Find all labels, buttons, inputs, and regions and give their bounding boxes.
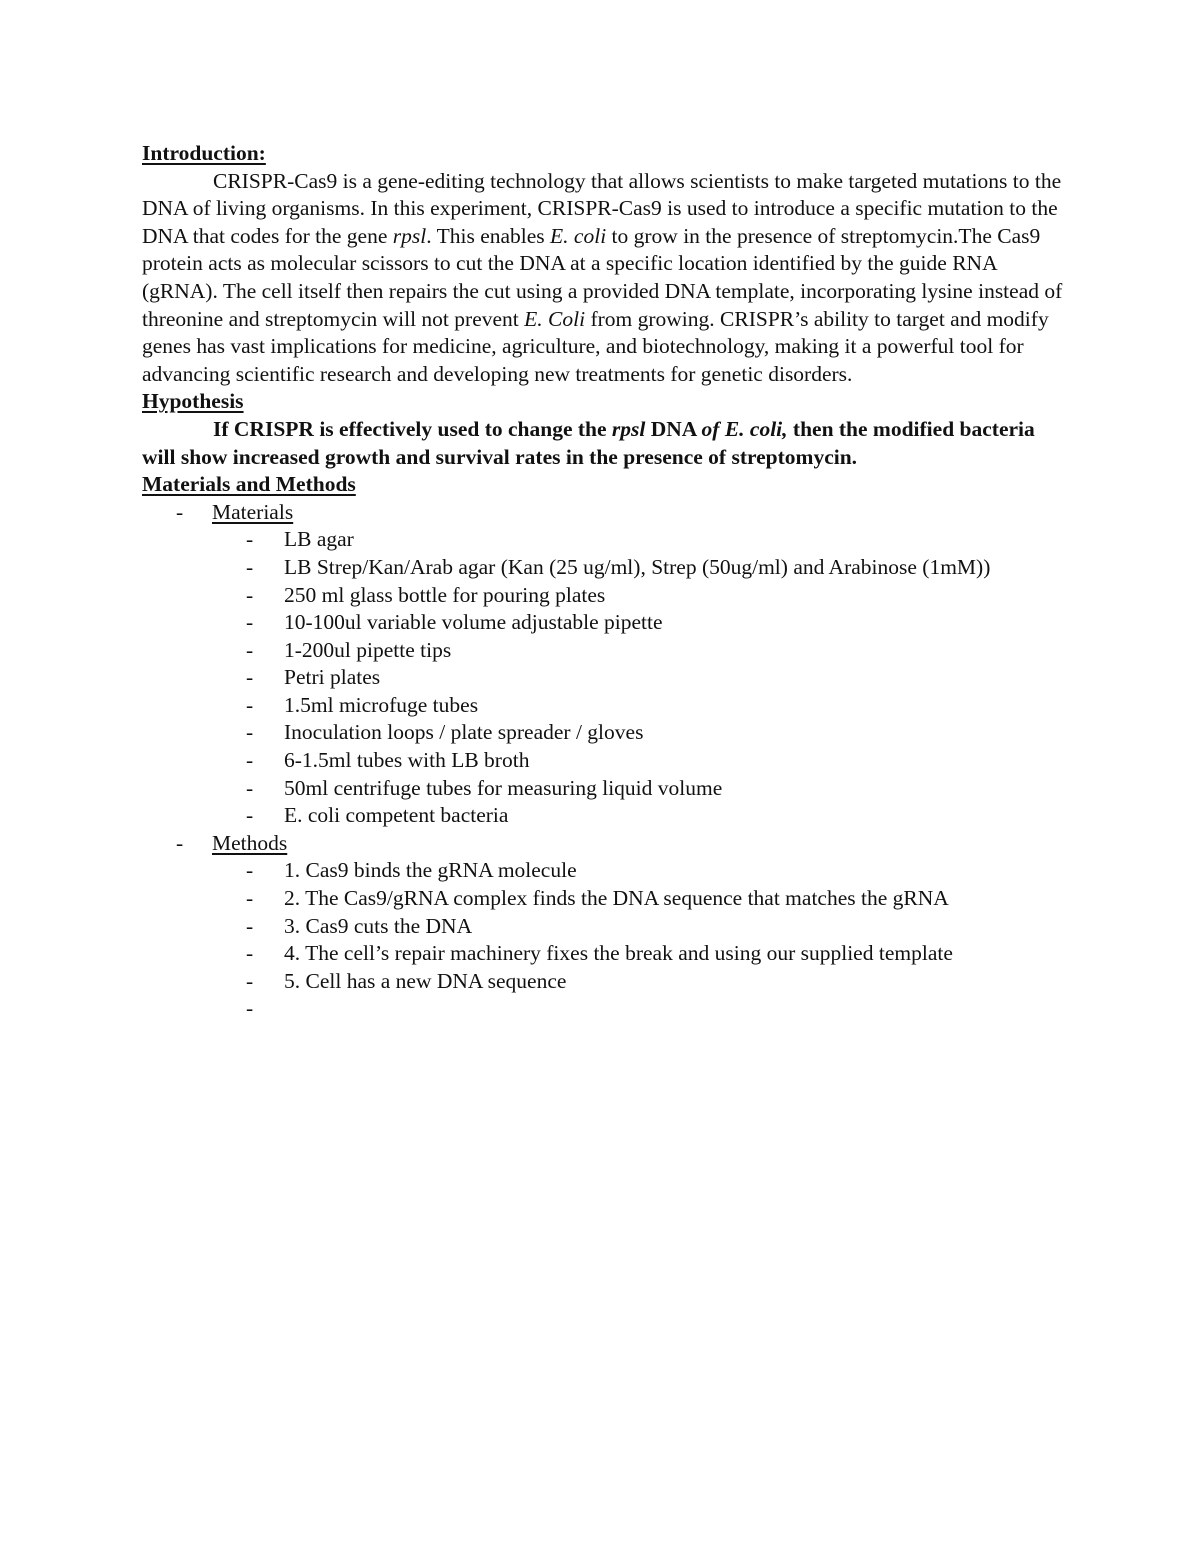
intro-text-4: from growing. CRISPR’s ability to target and modify genes has vast implications for medicine, agriculture, and biotechnology, making it a powerful tool for advancing scientific research and developing new treatments for genetic disorders. [142, 306, 1049, 386]
dash-marker: - [176, 499, 184, 524]
list-item [142, 609, 1072, 637]
method-step: 1. Cas9 binds the gRNA molecule [284, 858, 577, 883]
list-item [142, 995, 1072, 1030]
introduction-heading: Introduction: [142, 141, 266, 165]
materials-methods-list [142, 499, 1072, 1031]
dash-marker: - [246, 582, 254, 607]
methods-list [212, 857, 1072, 1030]
material-item: Petri plates [284, 665, 381, 690]
list-item [142, 637, 1072, 665]
method-step: 4. The cell’s repair machinery fixes the break and using our supplied template [284, 941, 953, 966]
dash-marker: - [246, 886, 254, 911]
dash-marker: - [246, 748, 254, 773]
dash-marker: - [246, 968, 254, 993]
list-item [142, 940, 1072, 968]
materials-methods-heading: Materials and Methods [142, 472, 356, 497]
dash-marker: - [246, 996, 254, 1021]
hyp-text-1: If CRISPR is effectively used to change the [213, 416, 612, 441]
material-item: LB Strep/Kan/Arab agar (Kan (25 ug/ml), Strep (50ug/ml) and Arabinose (1mM)) [284, 554, 991, 579]
materials-section [142, 499, 1072, 830]
intro-organism: E. coli [550, 223, 607, 248]
dash-marker: - [246, 637, 254, 662]
list-item [142, 692, 1072, 720]
intro-text-2: . This enables [426, 223, 551, 248]
dash-marker: - [246, 941, 254, 966]
methods-section [142, 830, 1072, 1031]
material-item: 250 ml glass bottle for pouring plates [284, 582, 606, 607]
list-item [142, 747, 1072, 775]
list-item [142, 526, 1072, 554]
hyp-organism: of E. coli, [701, 416, 788, 441]
document-page [142, 140, 1072, 1031]
material-item: 1-200ul pipette tips [284, 637, 452, 662]
materials-heading: Materials [212, 499, 294, 524]
method-step: 5. Cell has a new DNA sequence [284, 968, 567, 993]
list-item [142, 968, 1072, 996]
hypothesis-heading: Hypothesis [142, 389, 244, 414]
material-item: E. coli competent bacteria [284, 803, 509, 828]
list-item [142, 582, 1072, 610]
list-item [142, 857, 1072, 885]
dash-marker: - [246, 527, 254, 552]
dash-marker: - [246, 803, 254, 828]
material-item: Inoculation loops / plate spreader / gloves [284, 720, 644, 745]
list-item [142, 719, 1072, 747]
material-item: 50ml centrifuge tubes for measuring liquid volume [284, 775, 723, 800]
hyp-gene: rpsl [611, 416, 646, 441]
dash-marker: - [246, 720, 254, 745]
intro-text-1: CRISPR-Cas9 is a gene-editing technology that allows scientists to make targeted mutations to the DNA of living organisms. In this experiment, CRISPR-Cas9 is used to introduce a specific mutation to the DNA that codes for the gene [142, 168, 1062, 248]
hypothesis-paragraph [142, 416, 1072, 471]
method-step: 3. Cas9 cuts the DNA [284, 913, 473, 938]
material-item: 1.5ml microfuge tubes [284, 692, 479, 717]
dash-marker: - [246, 692, 254, 717]
dash-marker: - [246, 665, 254, 690]
list-item [142, 885, 1072, 913]
dash-marker: - [176, 830, 184, 855]
dash-marker: - [246, 610, 254, 635]
list-item [142, 775, 1072, 803]
list-item [142, 664, 1072, 692]
intro-text-3: to grow in the presence of streptomycin.The Cas9 protein acts as molecular scissors to cut the DNA at a specific location identified by the guide RNA (gRNA). The cell itself then repairs the cut using a provided DNA template, incorporating lysine instead of threonine and streptomycin will not prevent [142, 223, 1063, 331]
materials-list [212, 526, 1072, 830]
dash-marker: - [246, 775, 254, 800]
list-item [142, 554, 1072, 582]
dash-marker: - [246, 858, 254, 883]
dash-marker: - [246, 913, 254, 938]
intro-gene: rpsl [392, 223, 427, 248]
hyp-text-3: then the modified bacteria will show increased growth and survival rates in the presence of streptomycin. [142, 416, 1035, 469]
intro-organism-2: E. Coli [524, 306, 586, 331]
hyp-text-2: DNA [645, 416, 702, 441]
list-item [142, 913, 1072, 941]
material-item: LB agar [284, 527, 354, 552]
method-step: 2. The Cas9/gRNA complex finds the DNA sequence that matches the gRNA [284, 886, 949, 911]
list-item [142, 802, 1072, 830]
methods-heading: Methods [212, 830, 288, 855]
dash-marker: - [246, 554, 254, 579]
material-item: 6-1.5ml tubes with LB broth [284, 748, 530, 773]
material-item: 10-100ul variable volume adjustable pipette [284, 610, 663, 635]
introduction-paragraph [142, 168, 1072, 389]
